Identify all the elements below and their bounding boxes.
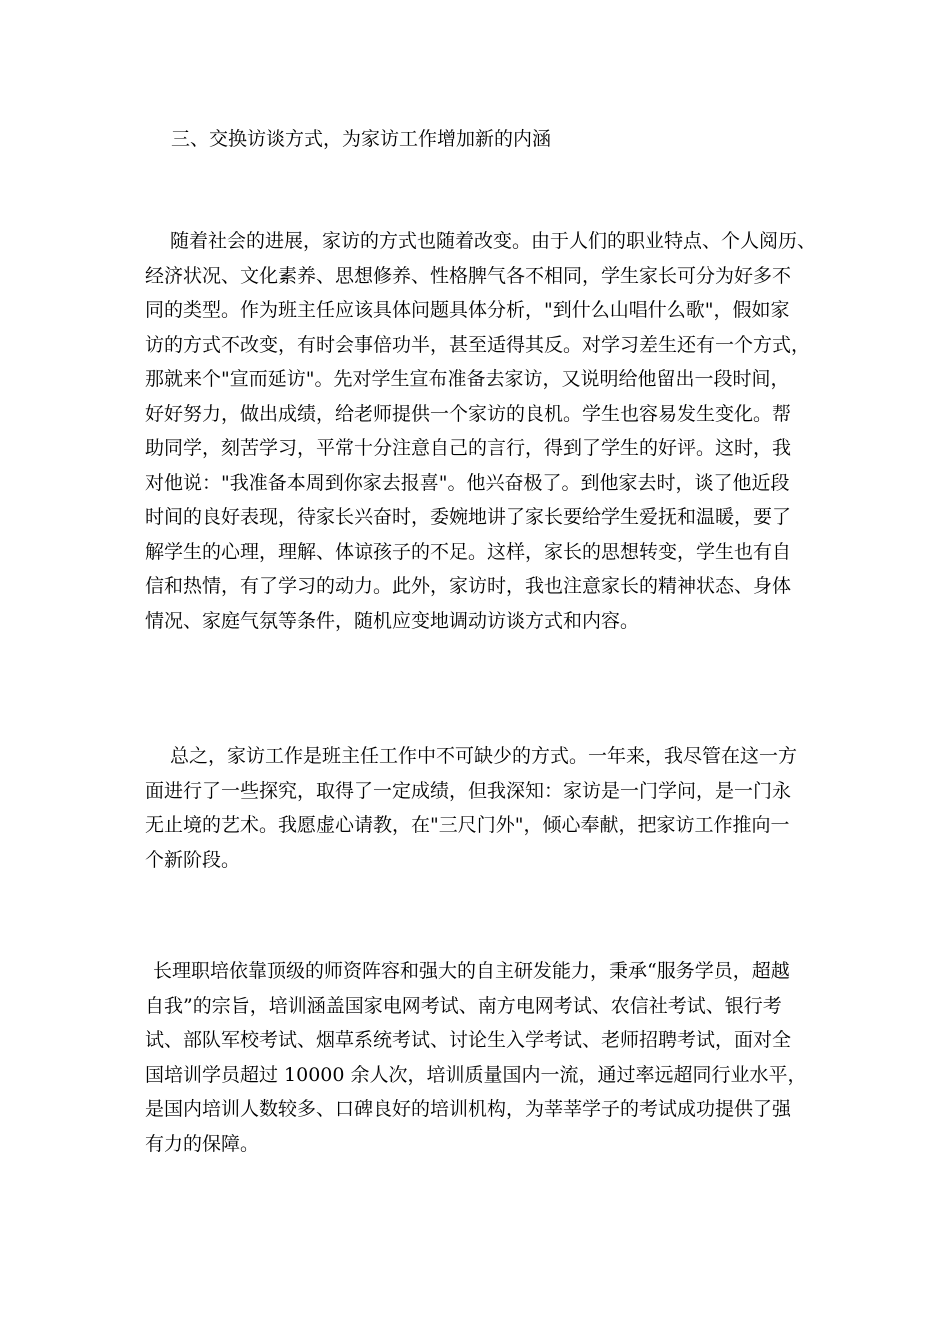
text-line: 助同学，刻苦学习，平常十分注意自己的言行，得到了学生的好评。这时，我 [145,437,792,459]
text-line: 好好努力，做出成绩，给老师提供一个家访的良机。学生也容易发生变化。帮 [145,402,792,425]
paragraph-home-visit-methods [145,224,815,638]
text-line: 有力的保障。 [145,1132,260,1155]
text-line: 是国内培训人数较多、口碑良好的培训机构，为莘莘学子的考试成功提供了强 [145,1098,792,1120]
text-line: 信和热情，有了学习的动力。此外，家访时，我也注意家长的精神状态、身体 [145,575,792,597]
text-line: 时间的良好表现，待家长兴奋时，委婉地讲了家长要给学生爱抚和温暖，要了 [145,506,792,528]
paragraph-conclusion [145,739,815,877]
text-line: 经济状况、文化素养、思想修养、性格脾气各不相同，学生家长可分为好多不 [145,264,792,287]
text-line: 总之，家访工作是班主任工作中不可缺少的方式。一年来，我尽管在这一方 [170,745,798,767]
text-line: 长理职培依靠顶级的师资阵容和强大的自主研发能力，秉承“服务学员，超越 [153,960,790,982]
text-line: 面进行了一些探究，取得了一定成绩，但我深知：家访是一门学问，是一门永 [145,779,792,802]
text-line: 试、部队军校考试、烟草系统考试、讨论生入学考试、老师招聘考试，面对全 [145,1029,792,1051]
text-line: 对他说："我准备本周到你家去报喜"。他兴奋极了。到他家去时，谈了他近段 [145,471,790,494]
text-line: 解学生的心理，理解、体谅孩子的不足。这样，家长的思想转变，学生也有自 [145,540,792,563]
text-line: 自我”的宗旨，培训涵盖国家电网考试、南方电网考试、农信社考试、银行考 [145,994,782,1017]
text-line: 情况、家庭气氛等条件，随机应变地调动访谈方式和内容。 [145,609,640,632]
text-line: 同的类型。作为班主任应该具体问题具体分析，"到什么山唱什么歌"，假如家 [145,299,790,321]
paragraph-institution-intro [145,954,815,1161]
text-line: 个新阶段。 [145,848,241,871]
section-heading: 三、交换访谈方式，为家访工作增加新的内涵 [171,128,552,150]
text-line: 随着社会的进展，家访的方式也随着改变。由于人们的职业特点、个人阅历、 [170,230,817,252]
text-line: 那就来个"宣而延访"。先对学生宣布准备去家访，又说明给他留出一段时间， [145,368,790,390]
text-line: 无止境的艺术。我愿虚心请教，在"三尺门外"，倾心奉献，把家访工作推向一 [145,814,790,836]
text-line: 国培训学员超过 10000 余人次，培训质量国内一流，通过率远超同行业水平， [145,1063,807,1086]
text-line: 访的方式不改变，有时会事倍功半，甚至适得其反。对学习差生还有一个方式， [145,333,811,356]
